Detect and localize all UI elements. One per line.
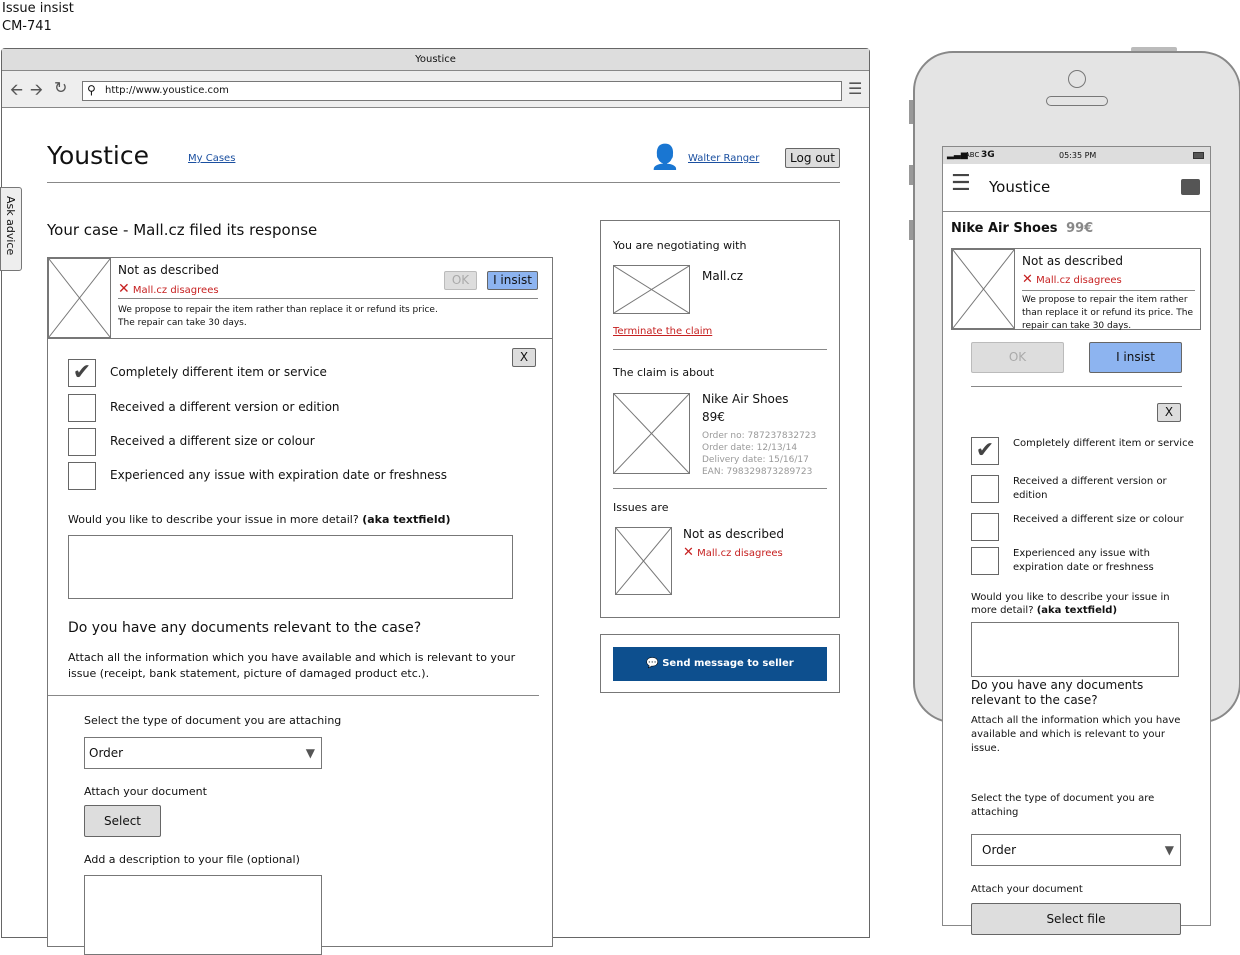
url-text: http://www.youstice.com	[105, 85, 229, 96]
doc-type-label: Select the type of document you are attaching	[84, 714, 342, 727]
mobile-close-button[interactable]: X	[1157, 403, 1181, 422]
mobile-select-file-button[interactable]: Select file	[971, 903, 1181, 935]
signal-icon: ▂▃▅	[947, 150, 968, 160]
mobile-app-title: Youstice	[989, 178, 1051, 196]
menu-icon[interactable]: ☰	[848, 79, 863, 98]
checkbox-1[interactable]	[971, 437, 999, 465]
browser-window	[1, 48, 870, 938]
option-label: Experienced any issue with expiration date or freshness	[110, 468, 448, 482]
mobile-doc-type-select[interactable]	[971, 834, 1181, 866]
option-label: Received a different size or colour	[1013, 514, 1184, 525]
mobile-product-name: Nike Air Shoes	[951, 221, 1058, 236]
negotiating-label: You are negotiating with	[613, 239, 747, 252]
user-name-link[interactable]: Walter Ranger	[688, 153, 760, 164]
checkbox-2[interactable]	[971, 475, 999, 503]
mobile-describe-hint: (aka textfield)	[1036, 605, 1118, 616]
mobile-describe-textarea[interactable]	[971, 622, 1179, 677]
checkmark-icon: ✔	[72, 360, 92, 385]
mobile-issue-status-text: Mall.cz disagrees	[1036, 275, 1122, 286]
forward-icon[interactable]: 🡪	[30, 80, 43, 99]
battery-icon	[1193, 152, 1204, 159]
file-description-label: Add a description to your file (optional)	[84, 853, 300, 866]
ean: EAN: 798329873289723	[702, 467, 813, 477]
hamburger-icon[interactable]: ☰	[951, 171, 971, 196]
chevron-down-icon: ▼	[1164, 843, 1174, 857]
file-description-textarea[interactable]	[84, 875, 322, 955]
terminate-claim-link[interactable]: Terminate the claim	[613, 326, 713, 337]
docs-title: Do you have any documents relevant to the case?	[68, 620, 422, 636]
send-message-label: Send message to seller	[662, 658, 794, 669]
ask-advice-tab[interactable]	[0, 187, 22, 271]
describe-hint: (aka textfield)	[362, 513, 451, 526]
mobile-issue-image-placeholder	[953, 250, 1014, 328]
logout-button[interactable]: Log out	[785, 148, 840, 168]
doc-type-value: Order	[89, 746, 124, 760]
select-button[interactable]: Select	[84, 805, 161, 837]
sidebar-issue-title: Not as described	[683, 527, 784, 541]
describe-label: Would you like to describe your issue in more detail?	[68, 513, 359, 526]
briefcase-icon[interactable]	[1181, 179, 1200, 195]
phone-screen	[942, 146, 1211, 926]
page-title: Your case - Mall.cz filed its response	[47, 221, 318, 239]
issue-status-text: Mall.cz disagrees	[132, 285, 219, 296]
mobile-doc-type-label: Select the type of document you are attaching	[971, 793, 1155, 818]
logo: Youstice	[47, 141, 149, 170]
docs-text: Attach all the information which you have available and which is relevant to your issue (receipt, bank statement, picture of damaged product etc.).	[68, 651, 516, 680]
disagree-x-icon: ✕	[1022, 272, 1033, 287]
annotation-title: Issue insist	[2, 1, 74, 16]
mobile-issue-card	[951, 248, 1201, 330]
checkmark-icon: ✔	[975, 438, 995, 463]
option-label: Completely different item or service	[110, 365, 327, 379]
checkbox-3[interactable]	[68, 428, 96, 456]
insist-button[interactable]: I insist	[487, 271, 538, 290]
product-name: Nike Air Shoes	[702, 392, 789, 406]
mobile-ok-button[interactable]: OK	[971, 342, 1064, 373]
attach-label: Attach your document	[84, 785, 207, 798]
send-message-panel	[600, 634, 840, 693]
order-date: Order date: 12/13/14	[702, 443, 798, 453]
mobile-attach-label: Attach your document	[971, 884, 1083, 895]
order-details	[702, 430, 816, 478]
back-icon[interactable]: 🡨	[10, 80, 23, 99]
delivery-date: Delivery date: 15/16/17	[702, 455, 809, 465]
mobile-describe-label: Would you like to describe your issue in more detail?	[971, 592, 1170, 616]
ok-button[interactable]: OK	[444, 271, 477, 290]
mobile-insist-button[interactable]: I insist	[1089, 342, 1182, 373]
checkbox-4[interactable]	[68, 462, 96, 490]
chat-icon: 💬	[646, 658, 659, 669]
describe-textarea[interactable]	[68, 535, 513, 599]
phone-speaker	[1046, 96, 1108, 106]
seller-name: Mall.cz	[702, 269, 744, 283]
doc-type-select[interactable]	[84, 737, 322, 769]
product-price: 89€	[702, 410, 725, 424]
option-label: Received a different size or colour	[110, 434, 315, 448]
option-label: Received a different version or edition	[110, 400, 340, 414]
sidebar-issue-status-text: Mall.cz disagrees	[697, 548, 783, 559]
issues-label: Issues are	[613, 501, 669, 514]
ask-advice-label: Ask advice	[4, 196, 17, 256]
product-image-placeholder	[614, 394, 689, 473]
reload-icon[interactable]: ↻	[54, 78, 68, 97]
option-label: Completely different item or service	[1013, 438, 1194, 449]
seller-logo-placeholder	[614, 266, 689, 313]
checkbox-3[interactable]	[971, 513, 999, 541]
issue-status	[118, 281, 219, 297]
sidebar-issue-status	[683, 545, 783, 560]
issue-image-placeholder	[616, 528, 671, 594]
browser-title: Youstice	[2, 49, 869, 71]
phone-camera	[1068, 70, 1086, 88]
mobile-docs-text: Attach all the information which you have available and which is relevant to your issue.	[971, 715, 1181, 754]
image-placeholder	[49, 259, 110, 337]
option-label: Received a different version or edition	[1013, 476, 1167, 501]
annotation-ticket: CM-741	[2, 19, 52, 34]
send-message-button[interactable]	[613, 647, 827, 681]
clock: 05:35 PM	[1059, 151, 1097, 160]
chevron-down-icon: ▼	[305, 746, 315, 760]
mobile-docs-title: Do you have any documents relevant to the case?	[971, 678, 1144, 707]
disagree-x-icon: ✕	[683, 545, 694, 560]
status-bar	[943, 147, 1210, 164]
checkbox-2[interactable]	[68, 394, 96, 422]
case-sidebar	[600, 220, 840, 618]
carrier: ABC	[965, 151, 980, 159]
checkbox-4[interactable]	[971, 547, 999, 575]
checkbox-1[interactable]	[68, 359, 96, 387]
close-button[interactable]: X	[512, 348, 536, 367]
browser-toolbar	[2, 71, 869, 108]
option-label: Experienced any issue with expiration date or freshness	[1013, 548, 1154, 573]
network: 3G	[981, 150, 995, 160]
mobile-proposal-text: We propose to repair the item rather than replace it or refund its price. The repair can take 30 days.	[1022, 295, 1194, 331]
nav-my-cases[interactable]: My Cases	[188, 153, 236, 164]
proposal-line2: The repair can take 30 days.	[118, 318, 247, 328]
proposal-text	[118, 304, 438, 330]
mobile-product-price: 99€	[1066, 221, 1094, 236]
issue-title: Not as described	[118, 263, 219, 277]
url-bar[interactable]	[82, 81, 842, 101]
proposal-line1: We propose to repair the item rather than replace it or refund its price.	[118, 305, 438, 315]
user-icon: 👤	[650, 143, 680, 171]
order-no: Order no: 787237832723	[702, 431, 817, 441]
search-icon: ⚲	[87, 83, 96, 97]
mobile-issue-status	[1022, 272, 1122, 287]
claim-about-label: The claim is about	[613, 366, 715, 379]
issue-panel	[47, 257, 553, 947]
disagree-x-icon: ✕	[118, 281, 130, 297]
annotation	[2, 0, 74, 36]
mobile-issue-title: Not as described	[1022, 254, 1123, 268]
mobile-doc-type-value: Order	[982, 843, 1017, 857]
